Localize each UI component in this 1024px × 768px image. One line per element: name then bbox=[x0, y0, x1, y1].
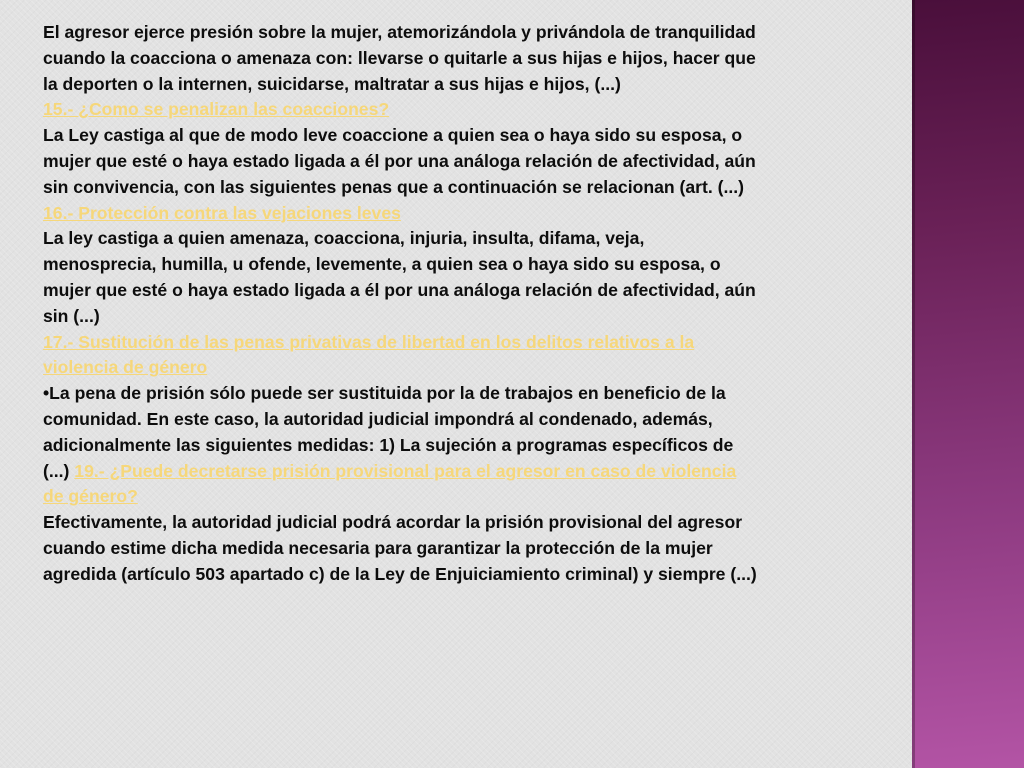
decorative-side-band bbox=[912, 0, 1024, 768]
answer-17-paragraph bbox=[43, 381, 761, 510]
answer-16-paragraph: La ley castiga a quien amenaza, coacciona, injuria, insulta, difama, veja, menosprecia, humilla, u ofende, levemente, a quien sea o haya sido su esposa, o mujer que esté o haya estado ligada a él por una análoga relación de afectividad, aún sin (...) bbox=[43, 228, 756, 326]
answer-19-paragraph: Efectivamente, la autoridad judicial podrá acordar la prisión provisional del agresor cuando estime dicha medida necesaria para garantizar la protección de la mujer agredida (artículo 503 apartado c) de la Ley de Enjuiciamiento criminal) y siempre (...) bbox=[43, 512, 757, 584]
intro-paragraph: El agresor ejerce presión sobre la mujer, atemorizándola y privándola de tranquilidad cuando la coacciona o amenaza con: llevarse o quitarle a sus hijas e hijos, hacer que la deporten o la internen, suicidarse, maltratar a sus hijas e hijos, (...) bbox=[43, 22, 756, 94]
bullet-marker: • bbox=[43, 383, 50, 404]
link-question-19[interactable]: 19.- ¿Puede decretarse prisión provisional para el agresor en caso de violencia de género? bbox=[43, 460, 737, 507]
answer-17-text: La pena de prisión sólo puede ser sustituida por la de trabajos en beneficio de la comunidad. En este caso, la autoridad judicial impondrá al condenado, además, adicionalmente las siguientes medidas: 1) La sujeción a programas específicos de (...) bbox=[43, 383, 734, 481]
link-question-15[interactable]: 15.- ¿Como se penalizan las coacciones? bbox=[43, 99, 390, 120]
answer-15-paragraph: La Ley castiga al que de modo leve coaccione a quien sea o haya sido su esposa, o mujer que esté o haya estado ligada a él por una análoga relación de afectividad, aún sin convivencia, con las siguientes penas que a continuación se relacionan (art. (...) bbox=[43, 125, 756, 197]
link-question-17[interactable]: 17.- Sustitución de las penas privativas de libertad en los delitos relativos a la violencia de género bbox=[43, 331, 695, 378]
slide-text-body bbox=[43, 20, 761, 588]
link-question-16[interactable]: 16.- Protección contra las vejaciones leves bbox=[43, 202, 401, 223]
